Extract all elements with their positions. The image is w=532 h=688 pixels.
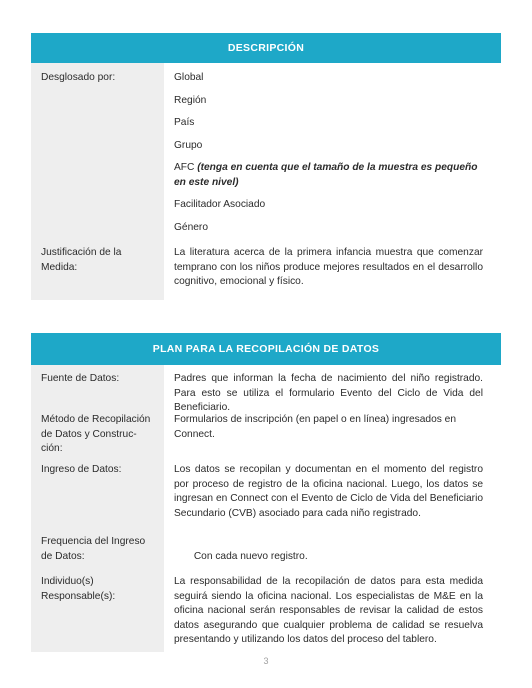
- plan-row-label: Frequencia del Ingreso de Datos:: [41, 536, 146, 562]
- plan-row-value: Con cada nuevo registro.: [190, 550, 308, 562]
- plan-row-value: Padres que informan la fecha de nacimiento del niño registrado. Para esto se utiliza el formulario Evento del Ciclo de Vida del Beneficiario.: [174, 373, 483, 413]
- justificacion-label: Justificación de la Medida:: [41, 247, 122, 273]
- plan-row-value-cell: [164, 531, 501, 571]
- desglosado-item: Género: [174, 221, 208, 233]
- descripcion-header-text: DESCRIPCIÓN: [227, 42, 305, 54]
- plan-row: [31, 365, 501, 413]
- plan-header-text: PLAN PARA LA RECOPILACIÓN DE DATOS: [152, 343, 380, 355]
- justificacion-label-cell: [31, 234, 164, 300]
- plan-row-value-cell: [164, 461, 501, 531]
- afc-note: (tenga en cuenta que el tamaño de la muestra es pequeño en este nivel): [174, 162, 478, 188]
- plan-row-label-cell: [31, 365, 164, 406]
- descripcion-section: [31, 33, 501, 300]
- justificacion-row: [31, 234, 501, 300]
- desglosado-row: [31, 63, 501, 234]
- plan-row-label: Fuente de Datos:: [41, 373, 120, 384]
- plan-row: [31, 571, 501, 652]
- desglosado-label-cell: [31, 63, 164, 234]
- desglosado-item: Facilitador Asociado: [174, 199, 266, 210]
- plan-section: [31, 333, 501, 652]
- descripcion-header: [31, 33, 501, 63]
- desglosado-item: País: [174, 117, 195, 128]
- plan-row: [31, 461, 501, 531]
- plan-row-label-cell: [31, 461, 164, 531]
- plan-row-value-cell: [164, 571, 501, 652]
- plan-row-label-cell: [31, 571, 164, 652]
- plan-row-value: Formularios de inscripción (en papel o en línea) ingresados en Connect.: [174, 414, 457, 440]
- plan-row: [31, 531, 501, 571]
- justificacion-value: La literatura acerca de la primera infancia muestra que comenzar temprano con los niños produce mejores resultados en el desarrollo cognitivo, emocional y físico.: [174, 247, 483, 287]
- afc-prefix: AFC: [174, 162, 198, 173]
- plan-row-label-cell: [31, 406, 164, 461]
- plan-header: [31, 333, 501, 365]
- plan-row-value-cell: [164, 365, 501, 413]
- desglosado-value-cell: [164, 63, 501, 234]
- desglosado-item: Región: [174, 94, 207, 106]
- plan-row-value: La responsabilidad de la recopilación de datos para esta medida seguirá siendo la oficina nacional. Los especialistas de M&E en la oficina nacional serán responsables de revisar la calidad de estos datos asegurando que cualquier problema de calidad se resuelva presentando y utilizando los datos del proceso del tablero.: [174, 576, 483, 645]
- desglosado-item-afc: [174, 161, 483, 190]
- plan-row-label: Método de Recopilación de Datos y Construc-ción:: [41, 414, 151, 454]
- desglosado-label: Desglosado por:: [41, 72, 116, 83]
- plan-row-value-cell: [164, 406, 501, 461]
- page-number: 3: [263, 656, 269, 666]
- desglosado-item: Global: [174, 72, 204, 83]
- plan-row-label: Individuo(s) Responsable(s):: [41, 576, 116, 602]
- plan-row-label-cell: [31, 531, 164, 571]
- justificacion-value-cell: [164, 234, 501, 300]
- plan-row-label: Ingreso de Datos:: [41, 464, 122, 475]
- plan-row-value: Los datos se recopilan y documentan en el momento del registro por proceso de registro de la oficina nacional. Luego, los datos se ingresan en Connect con el Evento de Ciclo de Vida del Beneficiario Secundario (CVB) asociado para cada niño registrado.: [174, 464, 483, 519]
- desglosado-item: Grupo: [174, 139, 203, 151]
- plan-row: [31, 406, 501, 461]
